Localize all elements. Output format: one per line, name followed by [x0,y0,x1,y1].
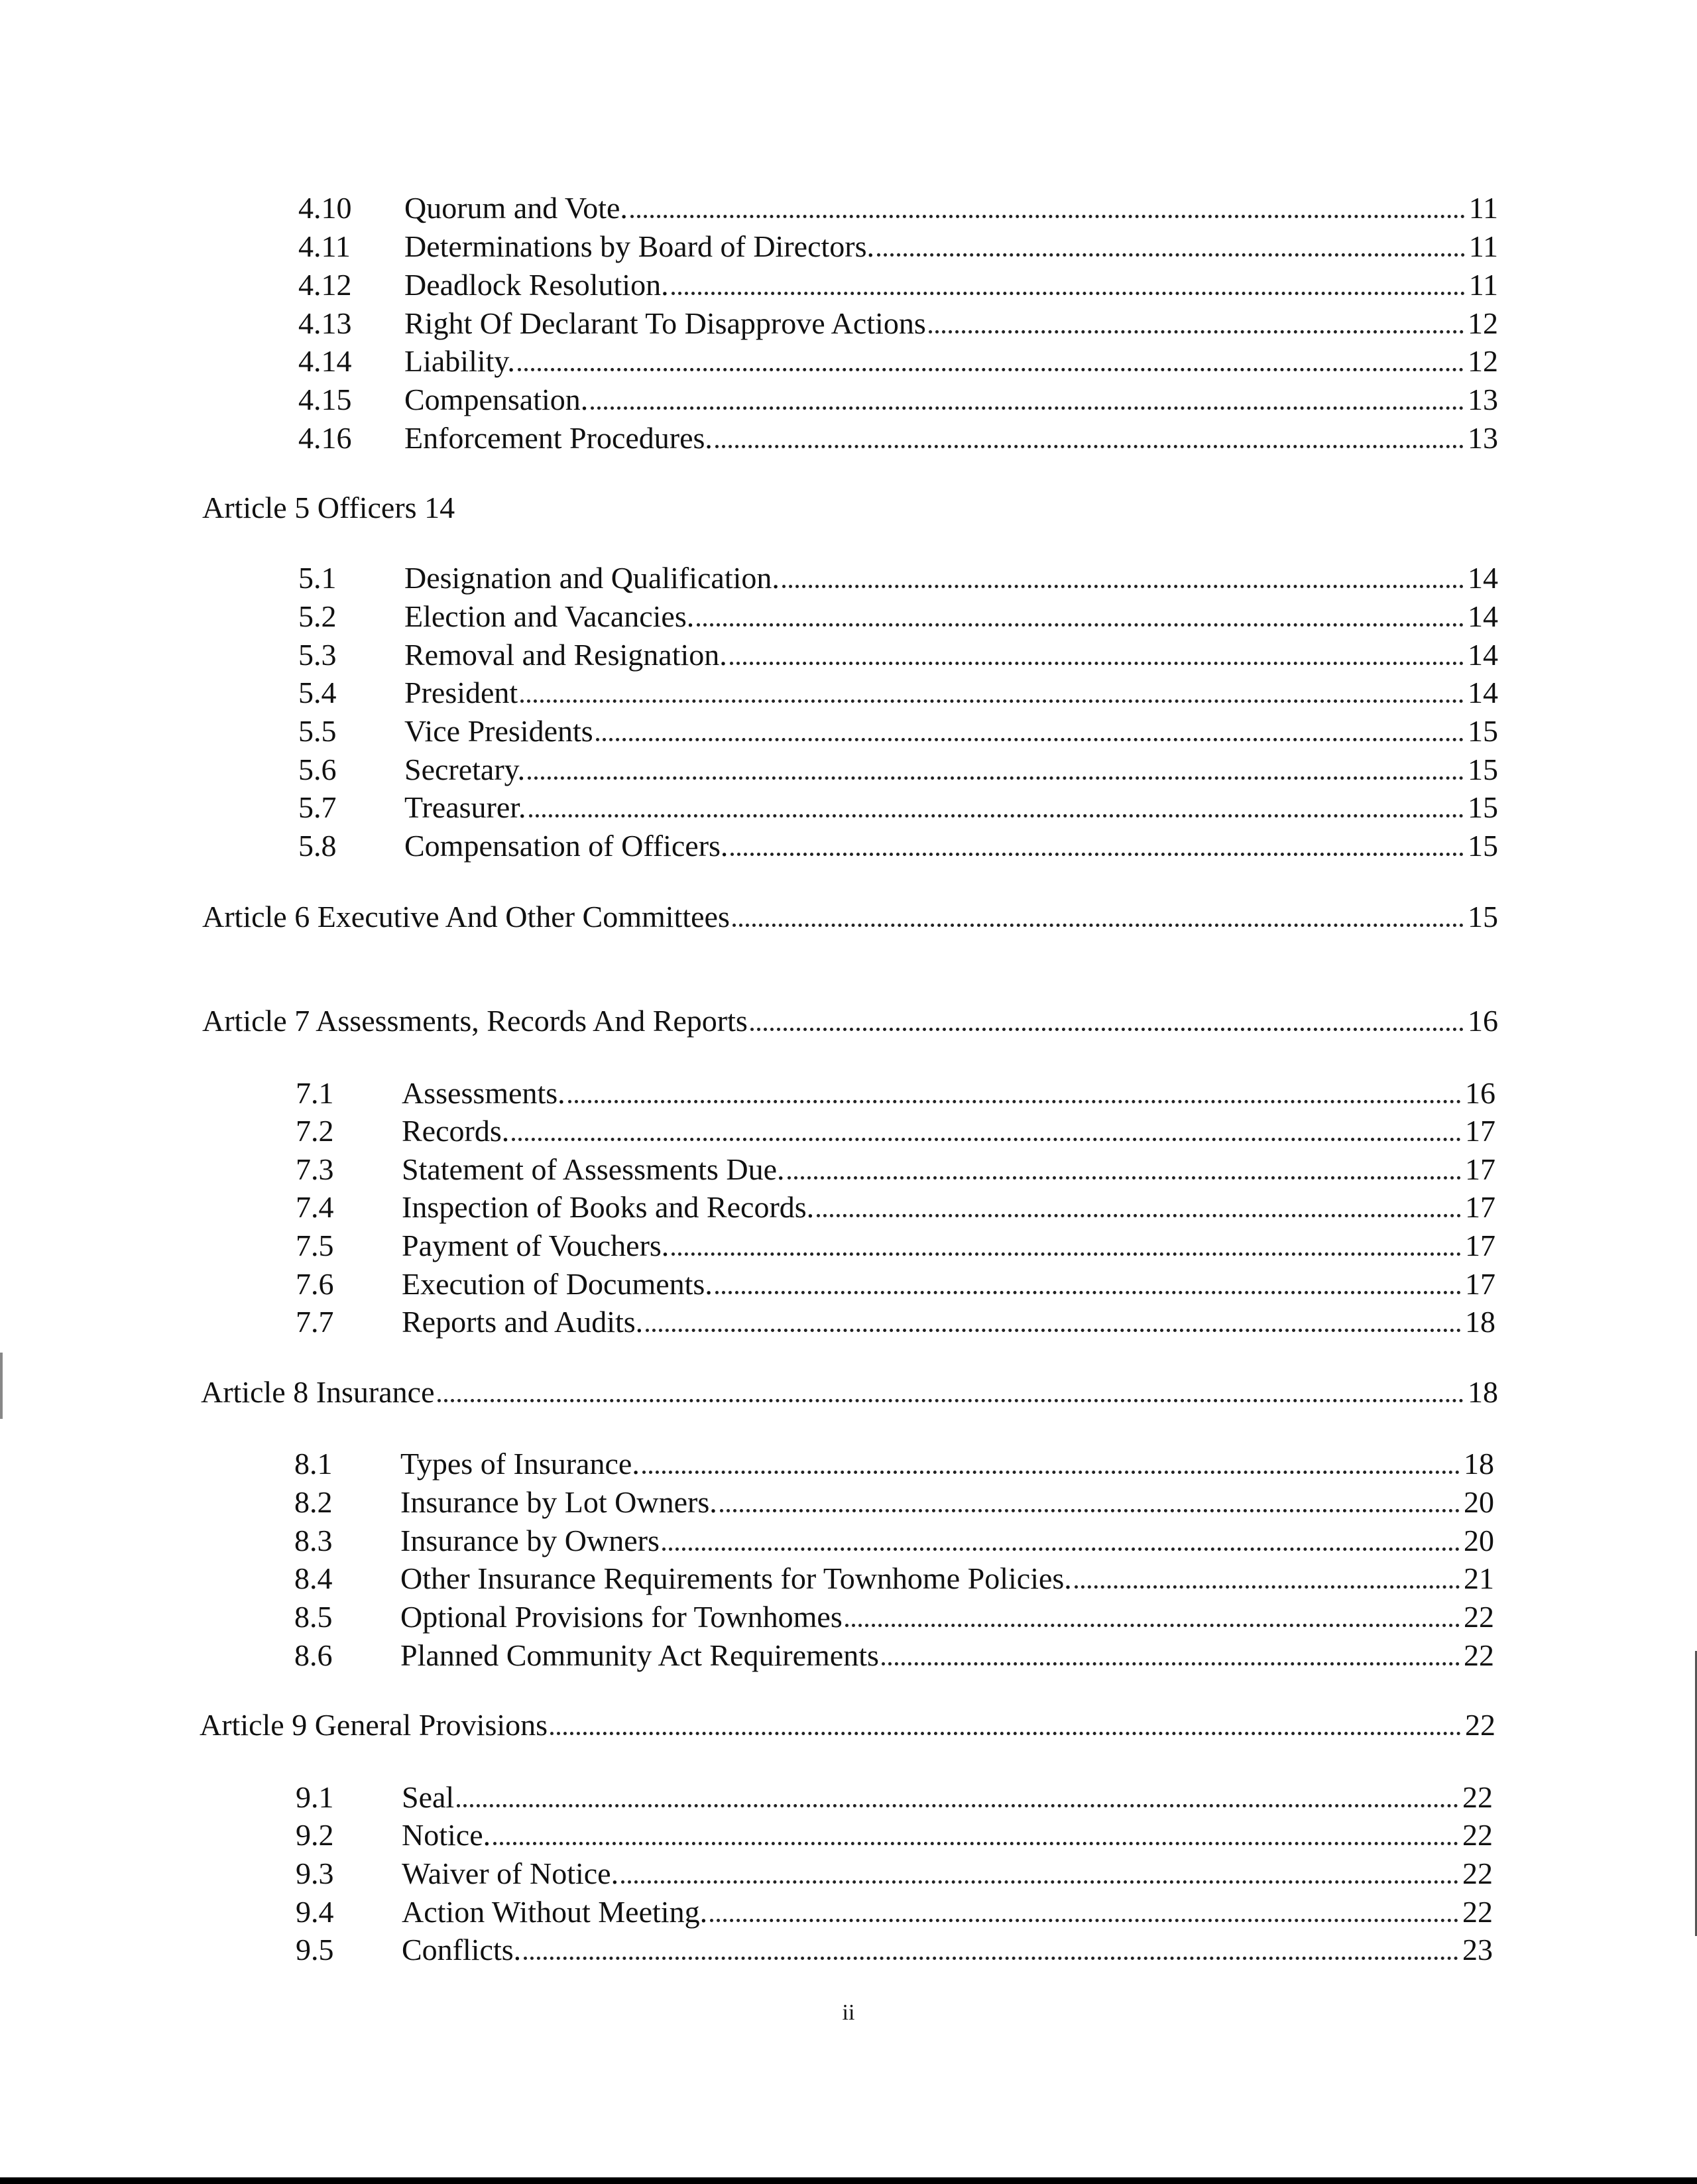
entry-number: 7.2 [296,1114,334,1148]
entry-number: 5.7 [298,790,337,824]
entry-number: 5.5 [298,714,337,748]
dot-leader [591,400,1464,410]
dot-leader [630,208,1465,218]
entry-page: 14 [1468,676,1498,709]
dot-leader [672,285,1465,295]
dot-leader [520,693,1464,703]
dot-leader [528,770,1464,780]
toc-entry [294,1599,1494,1635]
dot-leader [642,1464,1460,1474]
dot-leader [845,1617,1460,1627]
toc-entry [298,343,1498,379]
entry-title: Insurance by Lot Owners. [400,1485,717,1519]
entry-title: Records. [402,1114,510,1148]
dot-leader [596,731,1464,741]
entry-number: 8.1 [294,1447,333,1481]
article-title: Article 6 Executive And Other Committees [202,900,730,934]
entry-title: Right Of Declarant To Disapprove Actions [404,306,926,340]
dot-leader [662,1541,1460,1551]
toc-entry [296,1228,1495,1264]
entry-title: Insurance by Owners [400,1524,660,1557]
entry-page: 22 [1464,1638,1494,1672]
entry-page: 17 [1465,1267,1495,1301]
entry-page: 22 [1462,1780,1493,1814]
entry-page: 15 [1468,900,1498,934]
entry-page: 16 [1465,1076,1495,1110]
toc-article-heading [200,1707,1495,1743]
entry-title: Secretary. [404,753,526,786]
entry-number: 5.3 [298,638,337,672]
entry-title: Assessments. [402,1076,565,1110]
entry-number: 4.15 [298,383,352,416]
page-number-footer: ii [842,2000,855,2025]
entry-number: 7.3 [296,1152,334,1186]
toc-entry [296,1189,1495,1225]
dot-leader [672,1246,1461,1256]
entry-number: 9.3 [296,1856,334,1890]
entry-page: 22 [1464,1600,1494,1634]
dot-leader [782,578,1464,588]
entry-page: 22 [1462,1818,1493,1852]
toc-entry [296,1817,1493,1853]
entry-number: 7.1 [296,1076,334,1110]
entry-page: 14 [1468,599,1498,633]
entry-title: Other Insurance Requirements for Townhome Policies. [400,1561,1072,1595]
entry-number: 7.5 [296,1229,334,1262]
entry-title: Types of Insurance. [400,1447,640,1481]
entry-title: Notice. [402,1818,491,1852]
toc-entry [296,1152,1495,1187]
toc-entry [296,1932,1493,1968]
entry-title: Enforcement Procedures. [404,421,713,455]
dot-leader [646,1322,1461,1332]
entry-page: 11 [1468,268,1498,302]
toc-entry [298,828,1498,864]
entry-page: 20 [1464,1524,1494,1557]
article-title: Article 8 Insurance [201,1375,435,1409]
toc-entry [296,1894,1493,1930]
entry-title: Quorum and Vote. [404,191,628,225]
entry-number: 4.16 [298,421,352,455]
dot-leader [877,247,1465,257]
dot-leader [697,617,1464,627]
toc-article-heading [202,490,1498,526]
entry-page: 14 [1468,561,1498,595]
entry-page: 15 [1468,714,1498,748]
toc-entry [298,267,1498,303]
toc-entry [298,713,1498,749]
toc-entry [298,752,1498,788]
dot-leader [732,917,1464,927]
dot-leader [524,1950,1458,1960]
dot-leader [817,1207,1461,1217]
dot-leader [512,1131,1461,1141]
entry-page: 15 [1468,829,1498,863]
entry-number: 4.14 [298,344,352,378]
toc-entry [294,1561,1494,1597]
entry-number: 7.6 [296,1267,334,1301]
dot-leader [750,1021,1464,1031]
entry-page: 22 [1465,1708,1495,1742]
dot-leader [1075,1579,1460,1589]
dot-leader [457,1797,1458,1807]
entry-page: 18 [1464,1447,1494,1481]
entry-title: Action Without Meeting. [402,1895,708,1929]
entry-title: Planned Community Act Requirements [400,1638,879,1672]
dot-leader [621,1874,1458,1884]
entry-page: 20 [1464,1485,1494,1519]
entry-title: Vice Presidents [404,714,593,748]
dot-leader [882,1656,1460,1666]
entry-title: Optional Provisions for Townhomes [400,1600,843,1634]
toc-entry [298,306,1498,341]
entry-page: 14 [1468,638,1498,672]
entry-title: President [404,676,518,709]
toc-entry [296,1266,1495,1302]
scan-edge-mark [0,1353,3,1419]
dot-leader [788,1170,1462,1180]
entry-title: Compensation of Officers. [404,829,729,863]
entry-number: 7.4 [296,1190,334,1224]
entry-number: 9.2 [296,1818,334,1852]
entry-page: 22 [1462,1895,1493,1929]
toc-article-heading [202,1003,1498,1039]
toc-entry [298,560,1498,596]
entry-page: 18 [1468,1375,1498,1409]
dot-leader [518,361,1464,371]
toc-entry [294,1485,1494,1520]
entry-page: 15 [1468,790,1498,824]
toc-entry [298,420,1498,456]
entry-page: 11 [1468,229,1498,263]
entry-title: Waiver of Notice. [402,1856,619,1890]
entry-page: 23 [1462,1933,1493,1967]
entry-title: Determinations by Board of Directors. [404,229,874,263]
dot-leader [731,846,1464,856]
entry-title: Seal [402,1780,455,1814]
entry-page: 12 [1468,344,1498,378]
entry-number: 4.12 [298,268,352,302]
entry-page: 12 [1468,306,1498,340]
toc-entry [294,1523,1494,1559]
dot-leader [730,655,1464,665]
dot-leader [529,808,1464,818]
toc-entry [298,790,1498,825]
entry-page: 18 [1465,1305,1495,1339]
toc-article-heading [202,899,1498,935]
entry-title: Statement of Assessments Due. [402,1152,785,1186]
entry-title: Deadlock Resolution. [404,268,669,302]
article-title: Article 9 General Provisions [200,1708,548,1742]
entry-title: Removal and Resignation. [404,638,727,672]
entry-number: 4.11 [298,229,351,263]
toc-entry [296,1113,1495,1149]
dot-leader [715,438,1464,448]
entry-page: 17 [1465,1229,1495,1262]
dot-leader [550,1725,1461,1735]
entry-page: 13 [1468,383,1498,416]
toc-entry [298,382,1498,418]
entry-page: 13 [1468,421,1498,455]
entry-number: 8.5 [294,1600,333,1634]
entry-title: Execution of Documents. [402,1267,713,1301]
entry-number: 5.8 [298,829,337,863]
dot-leader [438,1392,1464,1402]
entry-page: 17 [1465,1152,1495,1186]
toc-entry [294,1638,1494,1673]
toc-entry [298,190,1498,226]
entry-title: Inspection of Books and Records. [402,1190,815,1224]
toc-entry [296,1780,1493,1815]
entry-number: 8.3 [294,1524,333,1557]
entry-title: Treasurer. [404,790,526,824]
entry-number: 8.6 [294,1638,333,1672]
toc-entry [298,675,1498,711]
toc-entry [298,229,1498,265]
entry-title: Payment of Vouchers. [402,1229,670,1262]
entry-number: 9.5 [296,1933,334,1967]
entry-number: 9.4 [296,1895,334,1929]
entry-number: 8.2 [294,1485,333,1519]
entry-page: 22 [1462,1856,1493,1890]
entry-page: 15 [1468,753,1498,786]
entry-number: 9.1 [296,1780,334,1814]
article-title: Article 5 Officers 14 [202,491,455,524]
toc-entry [296,1856,1493,1892]
entry-page: 17 [1465,1114,1495,1148]
entry-title: Conflicts. [402,1933,522,1967]
entry-number: 8.4 [294,1561,333,1595]
entry-number: 5.4 [298,676,337,709]
scan-bottom-border [0,2177,1697,2184]
toc-entry [296,1304,1495,1340]
entry-number: 5.6 [298,753,337,786]
entry-number: 5.1 [298,561,337,595]
dot-leader [710,1912,1458,1922]
dot-leader [929,324,1464,334]
toc-entry [298,637,1498,673]
article-title: Article 7 Assessments, Records And Reports [202,1004,748,1038]
entry-title: Liability. [404,344,515,378]
entry-title: Designation and Qualification. [404,561,780,595]
toc-entry [294,1446,1494,1482]
entry-title: Compensation. [404,383,589,416]
entry-title: Election and Vacancies. [404,599,695,633]
dot-leader [568,1093,1461,1103]
entry-page: 16 [1468,1004,1498,1038]
entry-number: 4.13 [298,306,352,340]
entry-page: 21 [1464,1561,1494,1595]
entry-page: 17 [1465,1190,1495,1224]
toc-article-heading [201,1374,1498,1410]
entry-number: 5.2 [298,599,337,633]
dot-leader [720,1502,1460,1512]
dot-leader [715,1284,1461,1294]
toc-entry [296,1075,1495,1111]
entry-number: 7.7 [296,1305,334,1339]
entry-page: 11 [1468,191,1498,225]
toc-entry [298,599,1498,635]
entry-title: Reports and Audits. [402,1305,644,1339]
dot-leader [493,1835,1458,1845]
entry-number: 4.10 [298,191,352,225]
